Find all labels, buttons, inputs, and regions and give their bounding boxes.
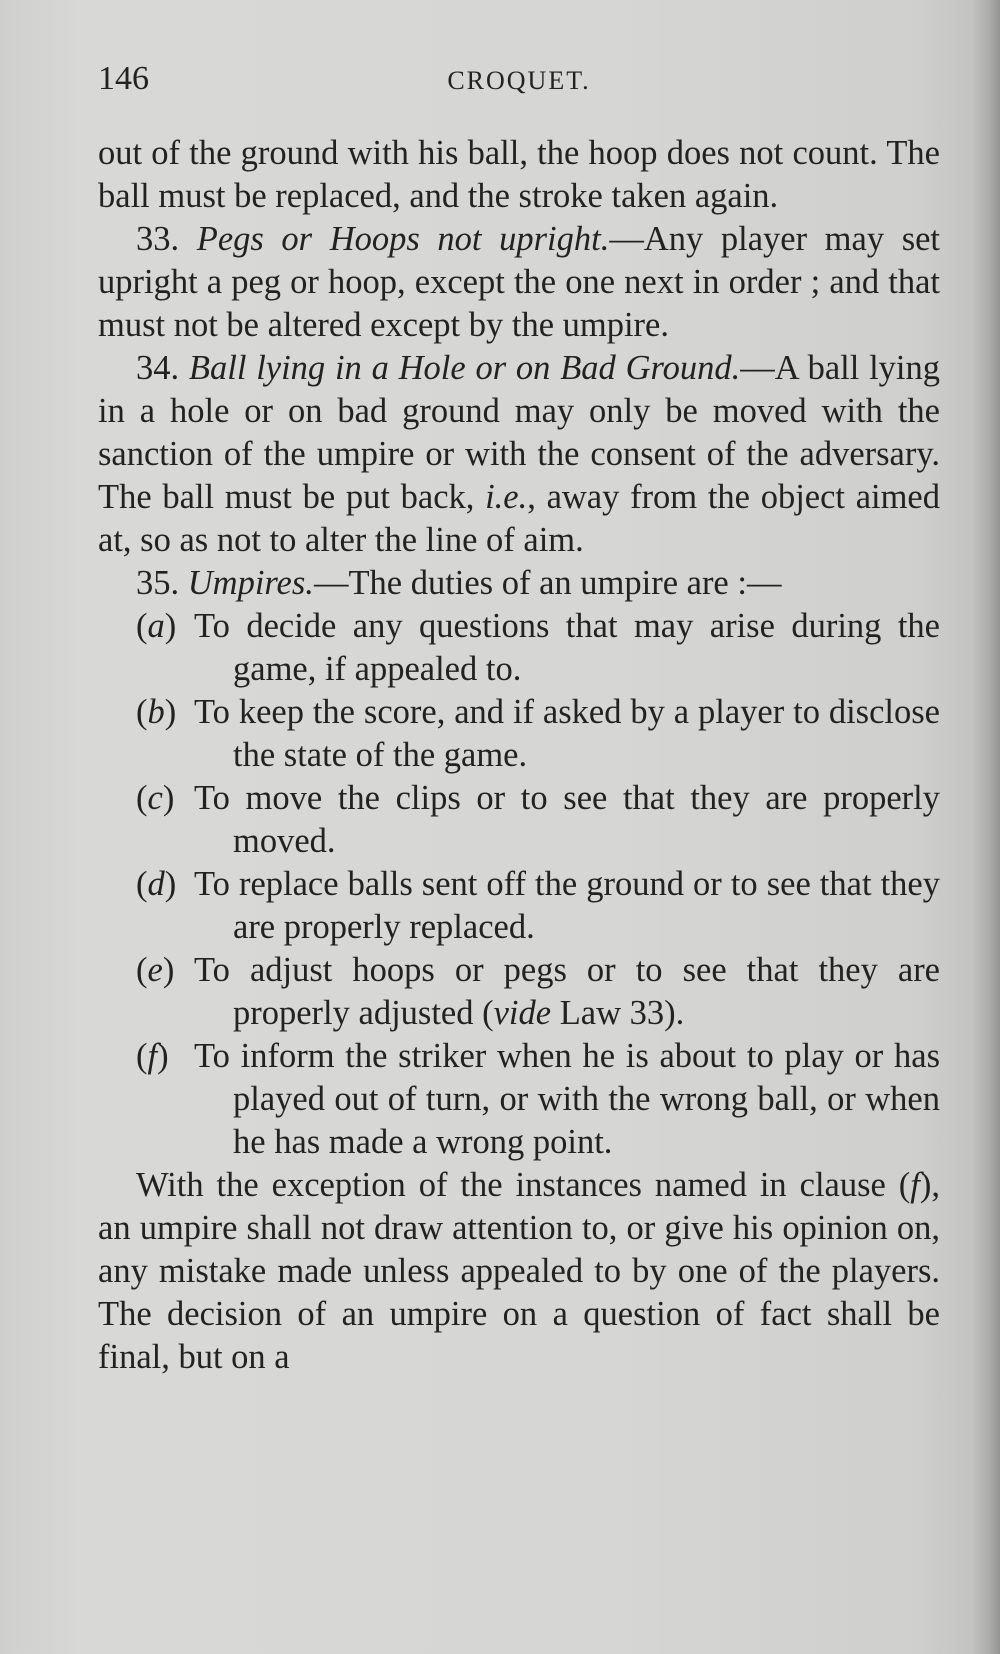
law-33 (98, 218, 940, 347)
opening-paragraph: out of the ground with his ball, the hoop does not count. The ball must be replaced, and the stroke taken again. (98, 134, 940, 215)
clause-label: (e) (136, 951, 175, 989)
law-text: —The duties of an umpire are :— (313, 564, 782, 602)
law-text: —A ball lying in a hole or on bad ground may only be moved with the sanction of the umpire or with the consent of the adversary. The ball must be put back, (98, 349, 941, 516)
clause-label: (a) (136, 607, 177, 645)
clause-b (136, 691, 940, 777)
clause-e (136, 949, 940, 1035)
clause-label: (b) (136, 693, 177, 731)
closing-paragraph: With the exception of the instances named in clause (f), an umpire shall not draw attention to, or give his opinion on, any mistake made unless appealed to by one of the players. The decision of an umpire on a question of fact shall be final, but on a (98, 1166, 940, 1376)
ie-abbreviation: i.e. (485, 478, 528, 516)
page-number: 146 (98, 60, 149, 97)
clause-text: To replace balls sent off the ground or to see that they are properly replaced. (194, 865, 940, 946)
page-header (98, 60, 940, 110)
clause-f (136, 1035, 940, 1164)
running-head: CROQUET. (447, 66, 591, 95)
page-body (98, 132, 940, 1379)
clause-text: To keep the score, and if asked by a player to disclose the state of the game. (194, 693, 940, 774)
clause-text: To adjust hoops or pegs or to see that they are properly adjusted ( (194, 951, 940, 1032)
law-number: 33. (136, 220, 180, 258)
law-number: 34. (136, 349, 180, 387)
clause-d (136, 863, 940, 949)
clause-reference: f (910, 1166, 920, 1204)
umpire-duties-list (136, 605, 940, 1164)
clause-label: (c) (136, 779, 175, 817)
vide-word: vide (493, 994, 552, 1032)
law-title: Umpires. (187, 564, 314, 602)
law-text-continued: , away from the object aimed at, so as not to alter the line of aim. (98, 478, 940, 559)
law-35 (98, 562, 940, 605)
law-text: —Any player may set upright a peg or hoop, except the one next in order ; and that must not be altered except by the umpire. (98, 220, 941, 344)
page-gutter-shadow (972, 0, 1000, 1654)
clause-text-continued: Law 33). (551, 994, 685, 1032)
clause-a (136, 605, 940, 691)
law-title: Pegs or Hoops not upright. (196, 220, 610, 258)
clause-label: (f) (136, 1037, 169, 1075)
law-title: Ball lying in a Hole or on Bad Ground. (188, 349, 741, 387)
clause-text: To decide any questions that may arise during the game, if appealed to. (194, 607, 940, 688)
law-number: 35. (136, 564, 180, 602)
law-34 (98, 347, 940, 562)
clause-c (136, 777, 940, 863)
clause-text: To move the clips or to see that they are properly moved. (194, 779, 940, 860)
clause-label: (d) (136, 865, 177, 903)
clause-text: To inform the striker when he is about to play or has played out of turn, or with the wrong ball, or when he has made a wrong point. (194, 1037, 940, 1161)
